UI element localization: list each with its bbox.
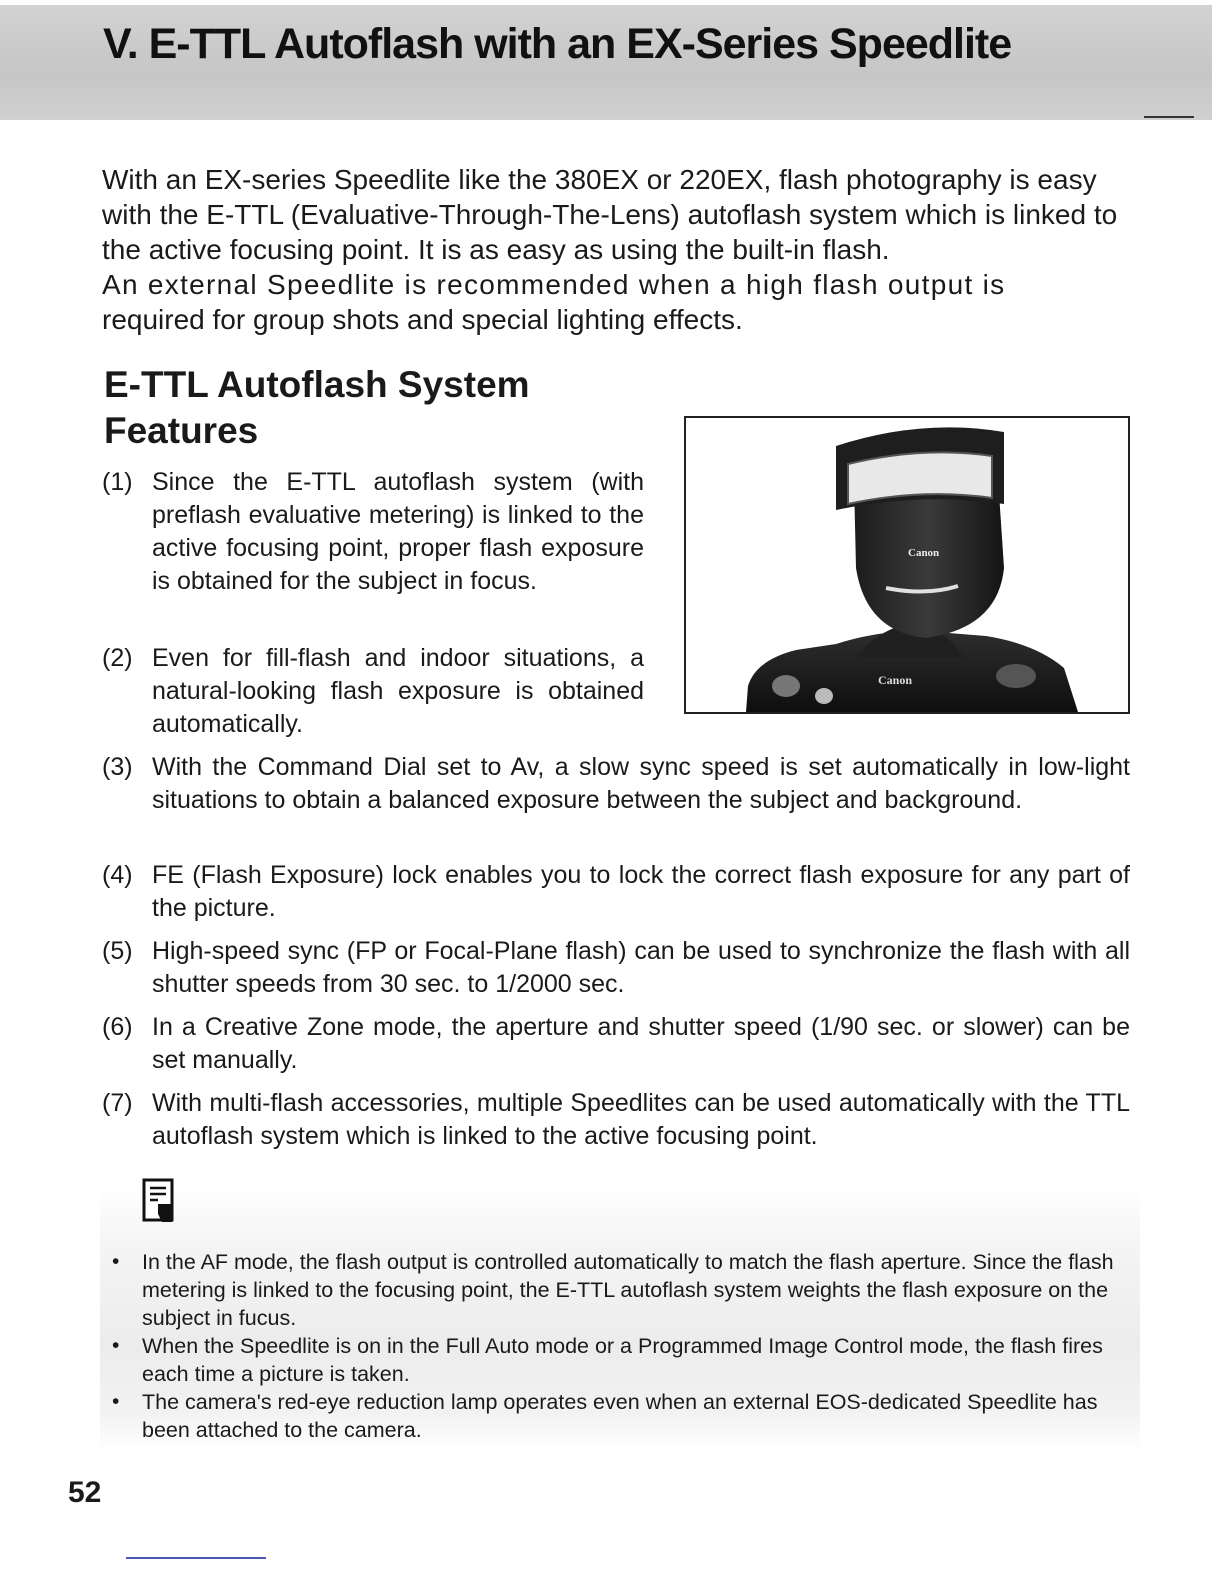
feature-item [102,859,1130,925]
feature-number: (6) [102,1013,133,1041]
feature-text: FE (Flash Exposure) lock enables you to lock the correct flash exposure for any part of the picture. [152,861,1130,922]
feature-number: (1) [102,468,133,496]
note-text: The camera's red-eye reduction lamp operates even when an external EOS-dedicated Speedlite has been attached to the camera. [142,1390,1098,1442]
intro-line: required for group shots and special lighting effects. [102,304,743,335]
page-title: V. E-TTL Autoflash with an EX-Series Speedlite [103,20,1012,68]
feature-text: With multi-flash accessories, multiple Speedlites can be used automatically with the TTL autoflash system which is linked to the active focusing point. [152,1089,1130,1150]
note-item [112,1332,1128,1388]
intro-line: is linked to the active focusing point. It is as easy as using the built-in flash. [102,199,1118,265]
feature-number: (3) [102,753,133,781]
section-heading-line: Features [104,410,259,451]
feature-text: With the Command Dial set to Av, a slow sync speed is set automatically in low-light situations to obtain a balanced exposure between the subject and background. [152,753,1130,814]
feature-text: Even for fill-flash and indoor situations, a natural-looking flash exposure is obtained automatically. [152,644,644,738]
note-text: In the AF mode, the flash output is controlled automatically to match the flash aperture. Since the flash metering is linked to the focusing point, the E-TTL autoflash system weights the flash exposure on the subject in fucus. [142,1250,1114,1330]
feature-text: In a Creative Zone mode, the aperture and shutter speed (1/90 sec. or slower) can be set manually. [152,1013,1130,1074]
camera-with-speedlite-illustration [686,418,1128,712]
note-text: When the Speedlite is on in the Full Auto mode or a Programmed Image Control mode, the flash fires each time a picture is taken. [142,1334,1103,1386]
feature-text: Since the E-TTL autoflash system (with preflash evaluative metering) is linked to the active focusing point, proper flash exposure is obtained for the subject in focus. [152,468,644,595]
camera-dial-shape [996,664,1036,688]
speedlite-photo [684,416,1130,714]
page-number: 52 [68,1476,102,1509]
feature-item [102,1087,1130,1153]
note-icon [142,1178,176,1224]
feature-text: High-speed sync (FP or Focal-Plane flash) can be used to synchronize the flash with all shutter speeds from 30 sec. to 1/2000 sec. [152,937,1130,998]
note-item [112,1248,1128,1332]
feature-item [102,1011,1130,1077]
bullet: • [112,1334,120,1357]
notes-list [112,1248,1128,1444]
feature-item [102,935,1130,1001]
feature-item [102,642,644,741]
section-heading [104,362,664,454]
feature-number: (2) [102,644,133,672]
intro-line: easy with the E-TTL (Evaluative-Through-The-Lens) autoflash system which [102,164,1097,230]
header-rule [1144,116,1194,118]
footer-rule [126,1557,266,1559]
intro-line: An external Speedlite is recommended when a high flash output is [102,269,1006,300]
camera-brand-label: Canon [878,673,913,687]
feature-item [102,466,644,598]
feature-item [102,751,1130,817]
feature-number: (7) [102,1089,133,1117]
intro-line: With an EX-series Speedlite like the 380EX or 220EX, flash photography is [102,164,1030,195]
bullet: • [112,1250,120,1273]
feature-number: (5) [102,937,133,965]
camera-button-shape [815,688,833,704]
speedlite-brand-label: Canon [908,547,940,559]
intro-paragraph [102,162,1132,337]
section-heading-line: E-TTL Autoflash System [104,364,530,405]
note-item [112,1388,1128,1444]
feature-number: (4) [102,861,133,889]
bullet: • [112,1390,120,1413]
camera-dial-shape [772,675,800,697]
